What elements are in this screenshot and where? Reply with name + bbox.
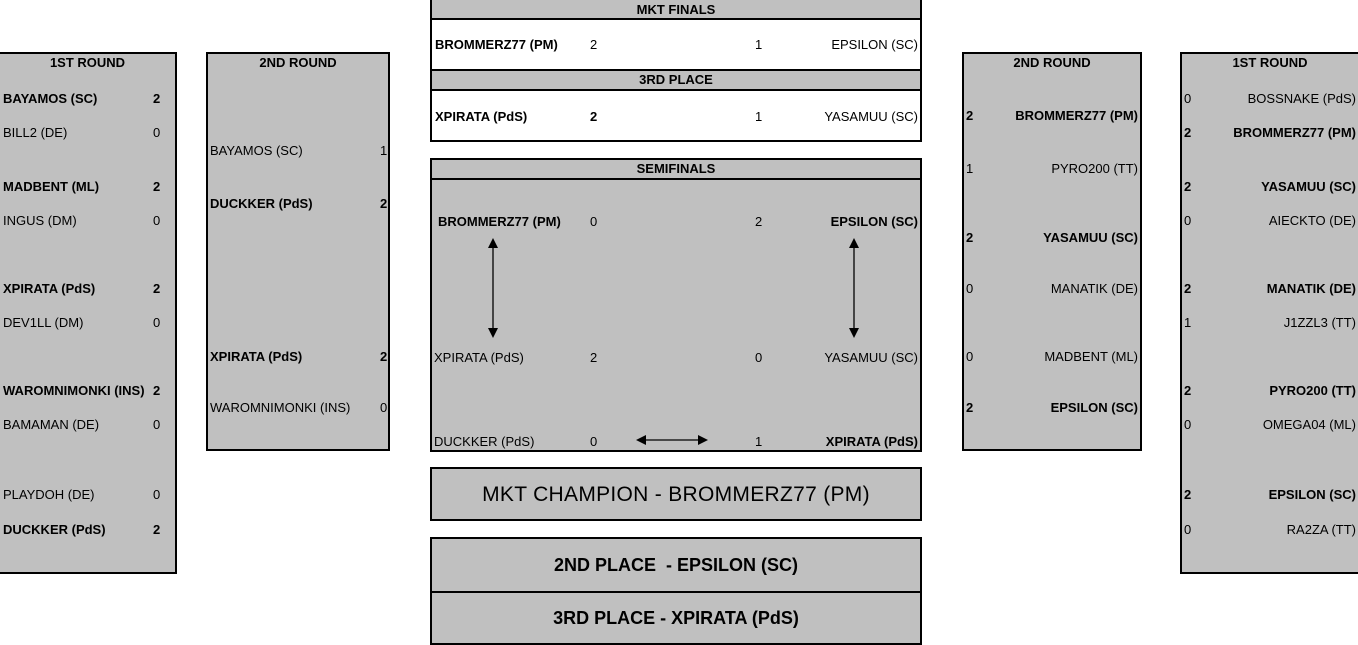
right-first-round-panel xyxy=(1180,52,1358,574)
player-name: INGUS (DM) xyxy=(3,213,77,228)
semi3-right-name: XPIRATA (PdS) xyxy=(825,434,918,449)
player-name: XPIRATA (PdS) xyxy=(210,349,303,364)
player-score: 2 xyxy=(153,522,161,537)
player-name: DEV1LL (DM) xyxy=(3,315,84,330)
left-vertical-arrow-icon xyxy=(487,238,499,338)
finals-box xyxy=(430,0,922,71)
third-place-box xyxy=(430,69,922,142)
panel-title: 2ND ROUND xyxy=(259,55,337,70)
player-score: 0 xyxy=(1184,213,1192,228)
finals-right-score: 1 xyxy=(755,37,763,52)
player-name: EPSILON (SC) xyxy=(1268,487,1356,502)
player-name: BROMMERZ77 (PM) xyxy=(1233,125,1356,140)
semi3-left-score: 0 xyxy=(590,434,598,449)
player-name: EPSILON (SC) xyxy=(1050,400,1138,415)
player-score: 0 xyxy=(1184,417,1192,432)
player-name: XPIRATA (PdS) xyxy=(3,281,96,296)
semi1-left-score: 0 xyxy=(590,214,598,229)
semi1-left-name: BROMMERZ77 (PM) xyxy=(438,214,561,229)
player-score: 2 xyxy=(1184,487,1192,502)
player-score: 0 xyxy=(153,487,161,502)
semi3-left-name: DUCKKER (PdS) xyxy=(434,434,535,449)
player-name: DUCKKER (PdS) xyxy=(210,196,313,211)
semi2-right-name: YASAMUU (SC) xyxy=(824,350,918,365)
player-name: DUCKKER (PdS) xyxy=(3,522,106,537)
player-score: 2 xyxy=(380,349,388,364)
player-name: YASAMUU (SC) xyxy=(1261,179,1356,194)
left-second-round-panel xyxy=(206,52,390,451)
player-score: 2 xyxy=(153,281,161,296)
player-name: BOSSNAKE (PdS) xyxy=(1247,91,1356,106)
player-score: 1 xyxy=(966,161,974,176)
finals-left-score: 2 xyxy=(590,37,598,52)
third-right-name: YASAMUU (SC) xyxy=(824,109,918,124)
player-score: 2 xyxy=(1184,125,1192,140)
player-name: BAMAMAN (DE) xyxy=(3,417,100,432)
player-score: 2 xyxy=(1184,281,1192,296)
semifinals-box xyxy=(430,158,922,452)
panel-title: 1ST ROUND xyxy=(1232,55,1308,70)
right-second-round-panel xyxy=(962,52,1142,451)
semi1-right-score: 2 xyxy=(755,214,763,229)
player-score: 1 xyxy=(380,143,388,158)
third-left-name: XPIRATA (PdS) xyxy=(435,109,528,124)
semifinals-title: SEMIFINALS xyxy=(432,160,920,180)
player-score: 2 xyxy=(1184,383,1192,398)
right-vertical-arrow-icon xyxy=(848,238,860,338)
player-score: 0 xyxy=(966,349,974,364)
third-place-text: 3RD PLACE - XPIRATA (PdS) xyxy=(553,608,799,628)
semi1-right-name: EPSILON (SC) xyxy=(830,214,918,229)
divider xyxy=(432,591,920,593)
player-score: 0 xyxy=(1184,522,1192,537)
player-name: BAYAMOS (SC) xyxy=(210,143,303,158)
player-score: 0 xyxy=(153,315,161,330)
player-name: AIECKTO (DE) xyxy=(1268,213,1356,228)
player-score: 2 xyxy=(966,400,974,415)
player-name: OMEGA04 (ML) xyxy=(1262,417,1356,432)
semi2-right-score: 0 xyxy=(755,350,763,365)
player-name: MANATIK (DE) xyxy=(1050,281,1138,296)
player-score: 2 xyxy=(153,91,161,106)
third-left-score: 2 xyxy=(590,109,598,124)
panel-title: 1ST ROUND xyxy=(49,55,126,70)
player-score: 0 xyxy=(966,281,974,296)
left-first-round-panel xyxy=(0,52,177,574)
player-score: 2 xyxy=(380,196,388,211)
player-name: PYRO200 (TT) xyxy=(1051,161,1138,176)
player-score: 2 xyxy=(153,179,161,194)
player-name: RA2ZA (TT) xyxy=(1286,522,1356,537)
player-score: 0 xyxy=(153,213,161,228)
finals-right-name: EPSILON (SC) xyxy=(831,37,918,52)
player-name: BILL2 (DE) xyxy=(3,125,68,140)
third-right-score: 1 xyxy=(755,109,763,124)
semi2-left-score: 2 xyxy=(590,350,598,365)
champion-text: MKT CHAMPION - BROMMERZ77 (PM) xyxy=(482,483,870,506)
player-name: MADBENT (ML) xyxy=(1044,349,1138,364)
player-name: WAROMNIMONKI (INS) xyxy=(3,383,145,398)
semi3-right-score: 1 xyxy=(755,434,763,449)
player-score: 0 xyxy=(153,125,161,140)
horizontal-arrow-icon xyxy=(636,434,708,446)
player-score: 0 xyxy=(153,417,161,432)
player-name: J1ZZL3 (TT) xyxy=(1283,315,1356,330)
panel-title: 2ND ROUND xyxy=(1013,55,1091,70)
player-name: BAYAMOS (SC) xyxy=(3,91,98,106)
player-name: PYRO200 (TT) xyxy=(1269,383,1356,398)
placings-box xyxy=(430,537,922,645)
finals-title: MKT FINALS xyxy=(432,0,920,20)
player-score: 1 xyxy=(1184,315,1192,330)
player-name: YASAMUU (SC) xyxy=(1043,230,1138,245)
player-score: 0 xyxy=(380,400,388,415)
player-score: 2 xyxy=(1184,179,1192,194)
finals-left-name: BROMMERZ77 (PM) xyxy=(435,37,558,52)
player-name: PLAYDOH (DE) xyxy=(3,487,95,502)
third-place-title: 3RD PLACE xyxy=(432,71,920,91)
player-name: BROMMERZ77 (PM) xyxy=(1015,108,1138,123)
player-name: MADBENT (ML) xyxy=(3,179,100,194)
player-name: MANATIK (DE) xyxy=(1266,281,1356,296)
champion-box xyxy=(430,467,922,521)
player-score: 2 xyxy=(966,108,974,123)
player-score: 2 xyxy=(966,230,974,245)
player-score: 2 xyxy=(153,383,161,398)
player-score: 0 xyxy=(1184,91,1192,106)
player-name: WAROMNIMONKI (INS) xyxy=(210,400,351,415)
semi2-left-name: XPIRATA (PdS) xyxy=(434,350,524,365)
second-place-text: 2ND PLACE - EPSILON (SC) xyxy=(553,555,799,575)
